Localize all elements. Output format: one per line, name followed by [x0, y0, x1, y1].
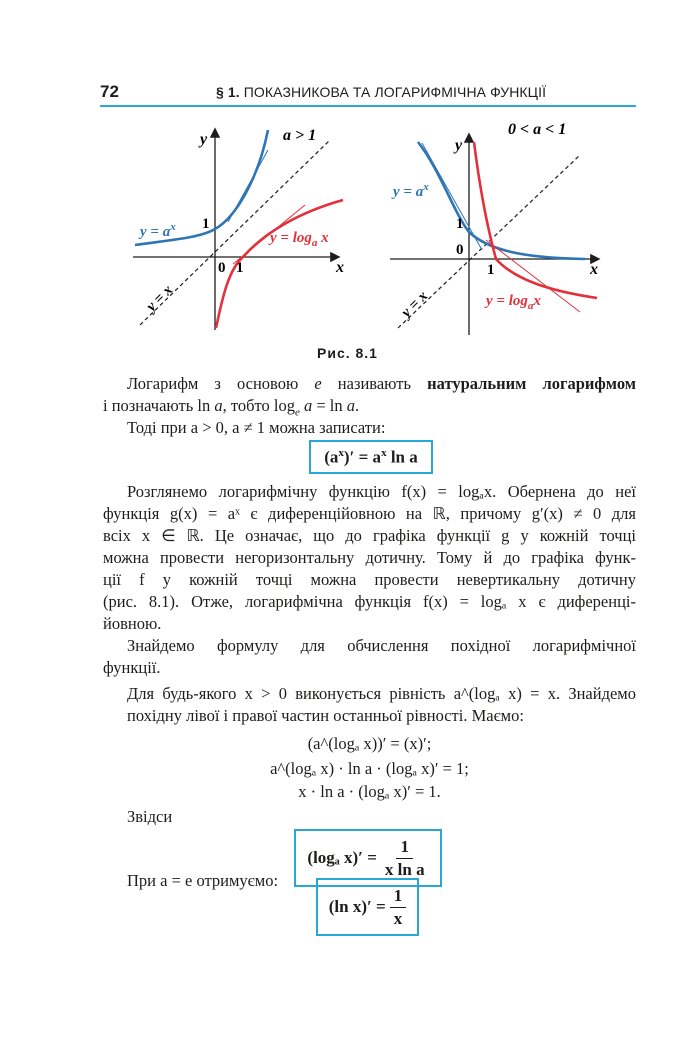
figure-8-1 — [0, 0, 695, 345]
y-axis-label-right: y — [455, 137, 463, 154]
equation-2: a^(logₐ x) · ln a · (logₐ x)′ = 1; — [270, 759, 469, 778]
figure-caption: Рис. 8.1 — [317, 345, 378, 361]
label-diag-right: y = x — [398, 288, 432, 321]
label-exp-left: $y = a^x$ — [140, 221, 176, 240]
tick-zero-left: 0 — [218, 260, 226, 276]
graph-right — [390, 121, 598, 335]
equation-1: (a^(logₐ x))′ = (x)′; — [307, 734, 432, 753]
paragraph-2: Тоді при a > 0, a ≠ 1 можна записати: — [127, 418, 386, 437]
formula-box-log-derivative: (logₐ x)′ = $\frac{1}{\text{x ln a}}$ — [294, 829, 442, 887]
formula-box-exp-derivative: $(a^x)' = a^x$ ln a — [309, 440, 433, 474]
paragraph-3-line-2: функція g(x) = aˣ є диференційовною на ℝ, причому g′(x) ≠ 0 для — [103, 504, 636, 523]
paragraph-4-line-1: Знайдемо формулу для обчислення похідної логарифмічної — [127, 636, 636, 655]
y-axis-label-left: y — [200, 131, 208, 148]
paragraph-3-line-6: (рис. 8.1). Отже, логарифмічна функція f(x) = logₐ x є диференці- — [103, 592, 636, 611]
equation-3: x · ln a · (logₐ x)′ = 1. — [298, 782, 441, 801]
section-mark: § 1. — [216, 84, 240, 100]
label-exp-right: $y = a^x$ — [393, 181, 429, 200]
title-left: a > 1 — [283, 127, 317, 144]
tick-one-x-left: 1 — [236, 260, 244, 276]
paragraph-3-line-5: ції f у кожній точці можна провести невертикальну дотичну — [103, 570, 636, 589]
paragraph-4-line-2: функції. — [103, 658, 161, 677]
formula-box-ln-derivative: (ln x)′ = $\frac{1}{x}$ — [316, 878, 419, 936]
tick-one-y-left: 1 — [202, 216, 210, 232]
paragraph-6: Звідси — [127, 807, 173, 826]
exp-tangent-left — [228, 150, 268, 222]
section-title-text: ПОКАЗНИКОВА ТА ЛОГАРИФМІЧНА ФУНКЦІЇ — [243, 84, 547, 100]
x-axis-label-left: x — [336, 259, 344, 276]
tick-one-y-right: 1 — [456, 216, 464, 232]
tick-zero-right: 0 — [456, 242, 464, 258]
paragraph-3-line-1: Розглянемо логарифмічну функцію f(x) = logₐx. Обернена до неї — [127, 482, 636, 501]
paragraph-5-line-2: похідну лівої і правої частин останньої рівності. Маємо: — [127, 706, 524, 725]
exp-curve-right — [418, 142, 585, 259]
paragraph-7: При a = e отримуємо: — [127, 871, 279, 890]
paragraph-3-line-7: йовною. — [103, 614, 162, 633]
label-log-right: $y = \log_ax$ — [486, 293, 541, 312]
label-log-left: $y = \log_a x$ — [270, 230, 329, 249]
x-axis-label-right: x — [590, 261, 598, 278]
paragraph-5-line-1: Для будь-якого x > 0 виконується рівність a^(logₐ x) = x. Знайдемо — [127, 684, 636, 703]
paragraph-3-line-3: всіх x ∈ ℝ. Це означає, що до графіка функції g у кожній точці — [103, 526, 636, 545]
title-right: 0 < a < 1 — [508, 121, 567, 138]
label-diag-left: y = x — [143, 282, 177, 315]
paragraph-1-line-1: Логарифм з основою e називають натуральним логарифмом — [127, 374, 636, 393]
graph-left — [133, 127, 344, 330]
tick-one-x-right: 1 — [487, 262, 495, 278]
paragraph-1-line-2: і позначають ln a, тобто $\log_e a = \ln a$. — [103, 396, 360, 419]
page-number: 72 — [100, 82, 119, 101]
paragraph-3-line-4: можна провести негоризонтальну дотичну. Тому й до графіка функ- — [103, 548, 636, 567]
exp-tangent-right — [422, 143, 482, 250]
